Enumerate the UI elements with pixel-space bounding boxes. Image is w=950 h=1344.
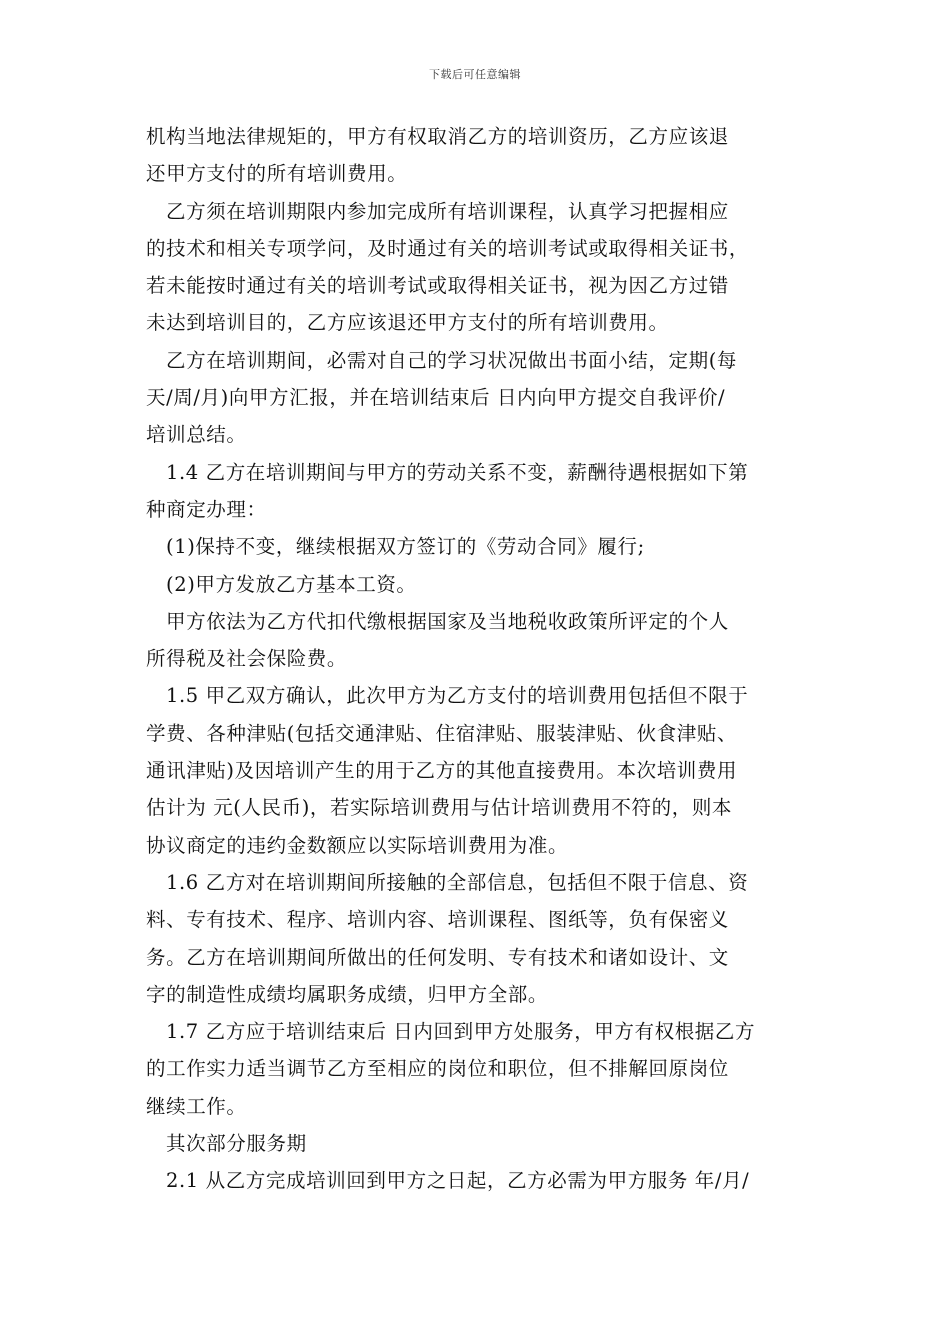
page-header: 下载后可任意编辑 bbox=[429, 68, 521, 81]
text-line: 2.1 从乙方完成培训回到甲方之日起，乙方必需为甲方服务 年/月/ bbox=[166, 1169, 750, 1193]
text-line: 1.4 乙方在培训期间与甲方的劳动关系不变，薪酬待遇根据如下第 bbox=[166, 460, 749, 484]
text-line: 估计为 元(人民币)，若实际培训费用与估计培训费用不符的，则本 bbox=[146, 796, 733, 820]
text-line: 机构当地法律规矩的，甲方有权取消乙方的培训资历，乙方应该退 bbox=[146, 125, 729, 148]
text-line: 培训总结。 bbox=[146, 423, 247, 447]
text-line: 种商定办理： bbox=[146, 497, 267, 521]
text-line: 继续工作。 bbox=[146, 1094, 247, 1118]
text-line: (1)保持不变，继续根据双方签订的《劳动合同》履行; bbox=[166, 535, 645, 559]
text-line: 字的制造性成绩均属职务成绩，归甲方全部。 bbox=[146, 982, 549, 1006]
text-line: 通讯津贴)及因培训产生的用于乙方的其他直接费用。本次培训费用 bbox=[146, 759, 738, 783]
document-body bbox=[146, 118, 806, 1200]
text-line: 天/周/月)向甲方汇报，并在培训结束后 日内向甲方提交自我评价/ bbox=[146, 386, 726, 410]
text-line: 料、专有技术、程序、培训内容、培训课程、图纸等，负有保密义 bbox=[146, 908, 729, 932]
text-line: 甲方依法为乙方代扣代缴根据国家及当地税收政策所评定的个人 bbox=[166, 609, 729, 633]
text-line: 学费、各种津贴(包括交通津贴、住宿津贴、服装津贴、伙食津贴、 bbox=[146, 721, 738, 745]
text-line: 乙方须在培训期限内参加完成所有培训课程，认真学习把握相应 bbox=[166, 199, 729, 223]
text-line: 务。乙方在培训期间所做出的任何发明、专有技术和诸如设计、文 bbox=[146, 945, 729, 969]
text-line: 协议商定的违约金数额应以实际培训费用为准。 bbox=[146, 833, 569, 857]
section-heading: 其次部分服务期 bbox=[166, 1132, 307, 1156]
text-line: (2)甲方发放乙方基本工资。 bbox=[166, 572, 417, 596]
text-line: 还甲方支付的所有培训费用。 bbox=[146, 162, 408, 186]
text-line: 乙方在培训期间，必需对自己的学习状况做出书面小结，定期(每 bbox=[166, 348, 738, 372]
text-line: 1.7 乙方应于培训结束后 日内回到甲方处服务，甲方有权根据乙方 bbox=[166, 1020, 756, 1044]
text-line: 所得税及社会保险费。 bbox=[146, 647, 348, 671]
text-line: 未达到培训目的，乙方应该退还甲方支付的所有培训费用。 bbox=[146, 311, 669, 335]
text-line: 1.5 甲乙双方确认，此次甲方为乙方支付的培训费用包括但不限于 bbox=[166, 684, 749, 708]
text-line: 1.6 乙方对在培训期间所接触的全部信息，包括但不限于信息、资 bbox=[166, 870, 749, 894]
text-line: 若未能按时通过有关的培训考试或取得相关证书，视为因乙方过错 bbox=[146, 274, 729, 298]
text-line: 的工作实力适当调节乙方至相应的岗位和职位，但不排解回原岗位 bbox=[146, 1057, 729, 1081]
text-line: 的技术和相关专项学问，及时通过有关的培训考试或取得相关证书， bbox=[146, 236, 750, 260]
